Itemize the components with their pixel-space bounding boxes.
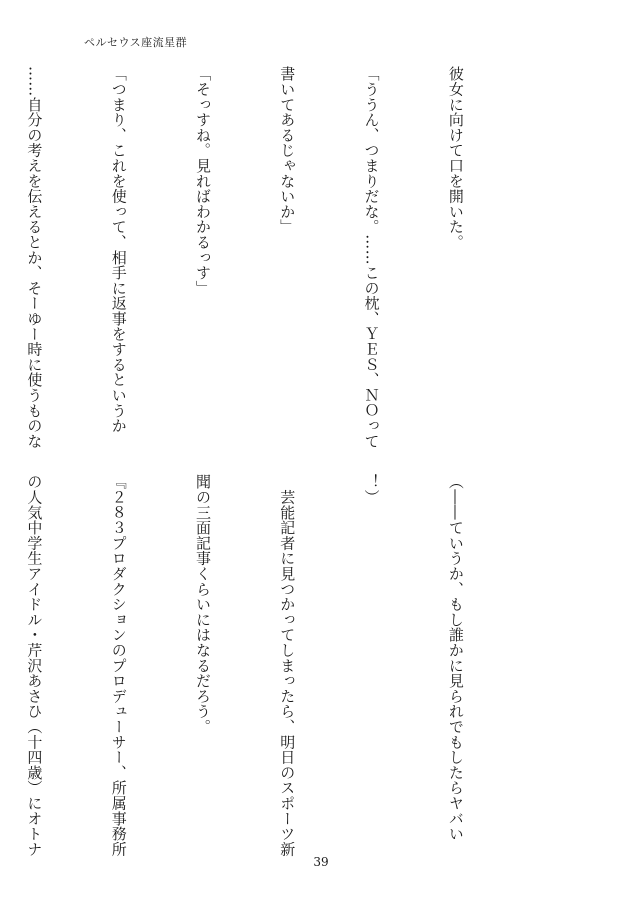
text-line: 聞の三面記事くらいにはなるだろう。 [193, 474, 212, 735]
text-line: 『２８３プロダクションのプロデューサー、所属事務所 [109, 474, 128, 857]
text-block-bottom [0, 474, 526, 857]
text-line: ！） [362, 474, 381, 505]
text-line: 「そっすね。見ればわかるっす」 [193, 66, 212, 296]
text-block-top [0, 66, 526, 449]
text-line: ……自分の考えを伝えるとか、そーゆー時に使うものな [25, 66, 44, 449]
text-line: 芸能記者に見つかってしまったら、明日のスポーツ新 [278, 474, 297, 857]
text-line: の人気中学生アイドル・芹沢あさひ（十四歳）にオトナ [25, 474, 44, 857]
text-line: 彼女に向けて口を開いた。 [446, 66, 465, 250]
page-number: 39 [313, 855, 329, 869]
text-line: 書いてあるじゃないか」 [278, 66, 297, 235]
text-line: 「つまり、これを使って、相手に返事をするというか [109, 66, 128, 434]
running-header: ペルセウス座流星群 [84, 36, 188, 49]
text-line: （――ていうか、もし誰かに見られでもしたらヤバい [446, 474, 465, 842]
text-line: 「ううん、つまりだな。……この枕、ＹＥＳ、ＮＯって [362, 66, 381, 449]
